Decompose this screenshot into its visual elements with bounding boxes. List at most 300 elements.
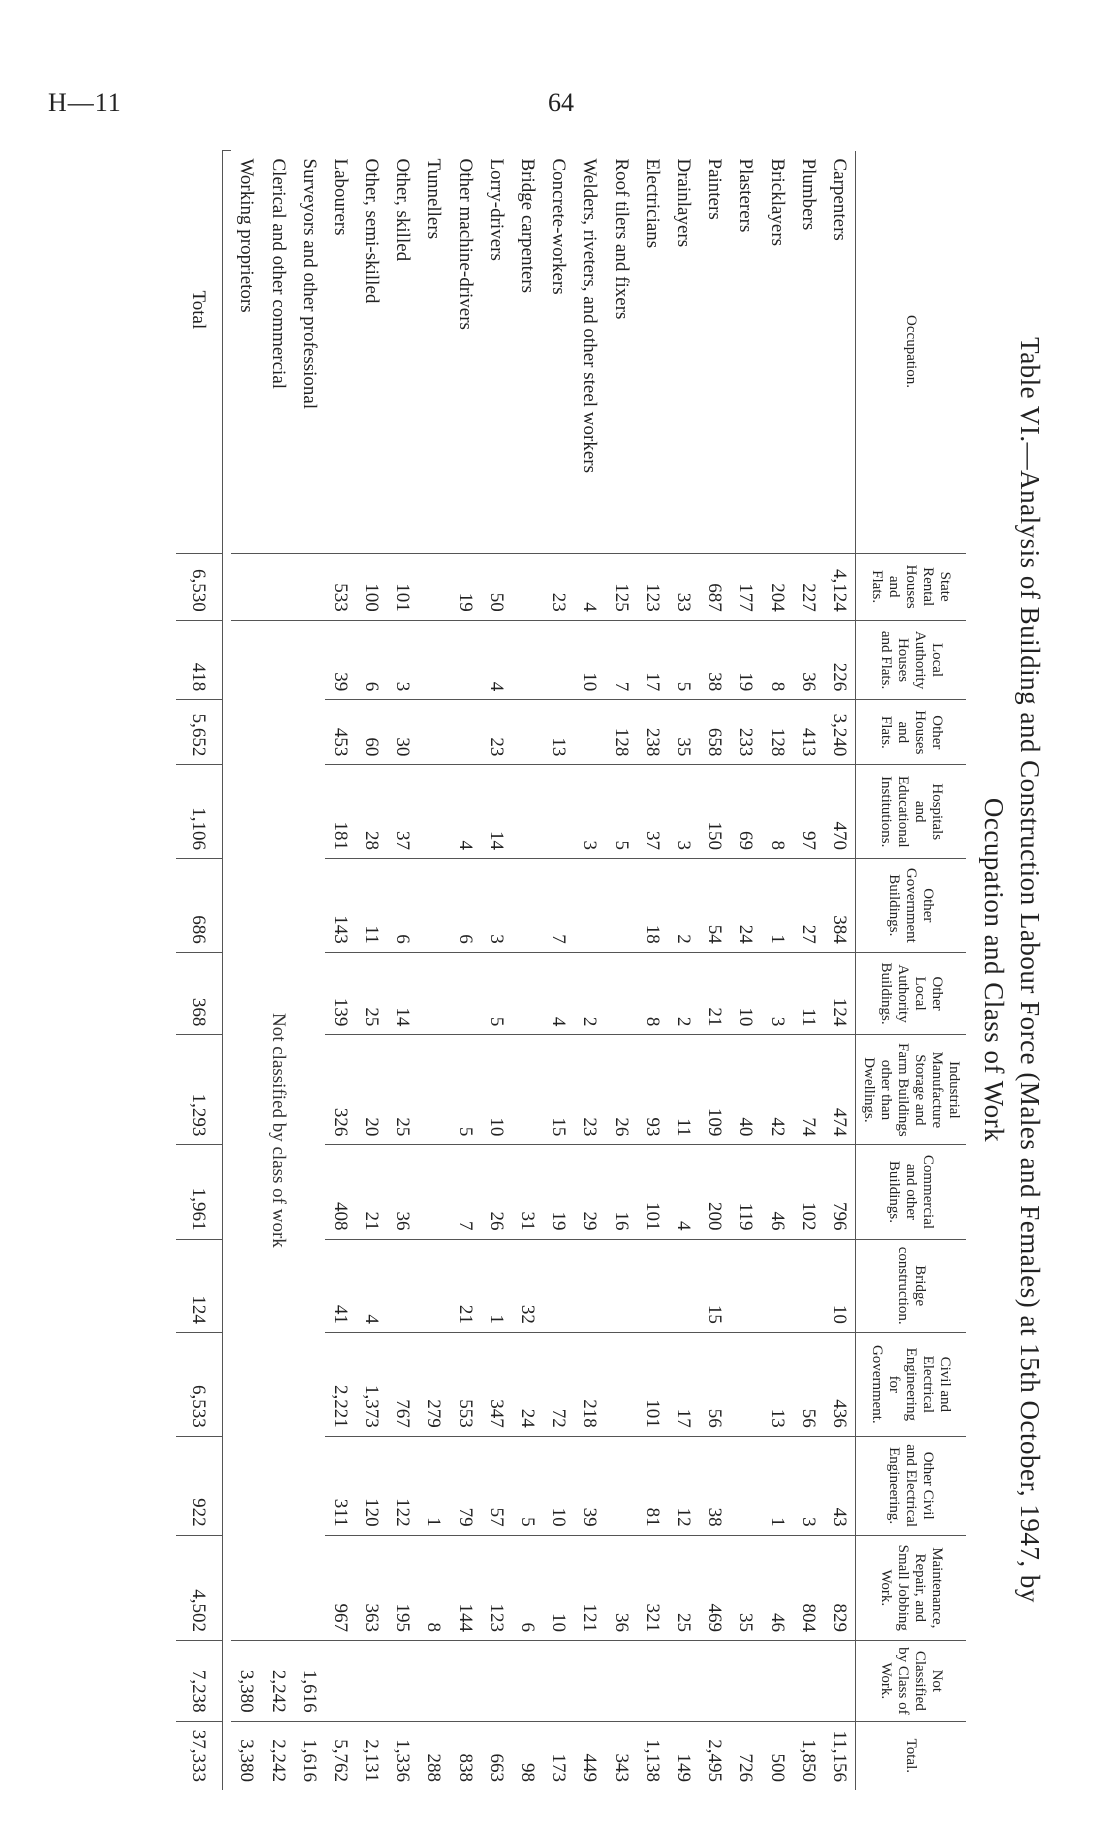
- value-cell: 122: [387, 1436, 418, 1535]
- value-cell: 4: [543, 952, 574, 1035]
- value-cell: [824, 1641, 856, 1722]
- value-cell: 125: [605, 553, 636, 620]
- value-cell: 1,336: [387, 1721, 418, 1790]
- value-cell: 470: [824, 765, 856, 859]
- value-cell: 15: [543, 1035, 574, 1145]
- value-cell: 17: [668, 1332, 699, 1436]
- value-cell: [574, 1641, 605, 1722]
- value-cell: 31: [512, 1145, 543, 1239]
- value-cell: 15: [699, 1239, 730, 1332]
- column-header: Occupation.: [856, 151, 967, 554]
- value-cell: 124: [824, 952, 856, 1035]
- value-cell: 321: [636, 1535, 667, 1640]
- value-cell: 14: [387, 952, 418, 1035]
- occupation-cell: Carpenters: [829, 158, 851, 241]
- value-cell: [418, 765, 449, 859]
- value-cell: 46: [761, 1145, 792, 1239]
- table-row: [730, 151, 761, 1791]
- value-cell: [636, 1239, 667, 1332]
- total-value-cell: 6,530: [176, 553, 223, 620]
- value-cell: [449, 952, 480, 1035]
- value-cell: [699, 1641, 730, 1722]
- total-value-cell: 7,238: [176, 1641, 223, 1722]
- value-cell: 233: [730, 700, 761, 765]
- value-cell: 173: [543, 1721, 574, 1790]
- value-cell: [418, 1035, 449, 1145]
- value-cell: [543, 1641, 574, 1722]
- table-row: [325, 151, 356, 1791]
- value-cell: 20: [356, 1035, 387, 1145]
- value-cell: 967: [325, 1535, 356, 1640]
- value-cell: 23: [543, 553, 574, 620]
- value-cell: 102: [792, 1145, 823, 1239]
- value-cell: 10: [574, 620, 605, 699]
- value-cell: 36: [605, 1535, 636, 1640]
- value-cell: 35: [730, 1535, 761, 1640]
- spacer-cell: [223, 151, 232, 1791]
- value-cell: 5: [449, 1035, 480, 1145]
- value-cell: 101: [636, 1332, 667, 1436]
- not-classified-note: Not classified by class of work: [231, 620, 325, 1640]
- total-value-cell: 1,106: [176, 765, 223, 859]
- occupation-cell: Bridge carpenters: [517, 158, 539, 294]
- value-cell: 181: [325, 765, 356, 859]
- occupation-cell: Working proprietors: [236, 158, 258, 313]
- value-cell: 453: [325, 700, 356, 765]
- value-cell: 2: [668, 858, 699, 952]
- value-cell: 144: [449, 1535, 480, 1640]
- table-row: [668, 151, 699, 1791]
- total-value-cell: 368: [176, 952, 223, 1035]
- value-cell: 119: [730, 1145, 761, 1239]
- column-header: Hospitals and Educational Institutions.: [856, 765, 967, 859]
- value-cell: 1,138: [636, 1721, 667, 1790]
- value-cell: [418, 700, 449, 765]
- column-header: State Rental Houses and Flats.: [856, 553, 967, 620]
- value-cell: 3: [668, 765, 699, 859]
- value-cell: 16: [605, 1145, 636, 1239]
- value-cell: 3: [387, 620, 418, 699]
- value-cell: 25: [387, 1035, 418, 1145]
- value-cell: 553: [449, 1332, 480, 1436]
- occupation-cell: Bricklayers: [766, 158, 788, 247]
- value-cell: 3: [792, 1436, 823, 1535]
- value-cell: [418, 858, 449, 952]
- value-cell: 10: [730, 952, 761, 1035]
- table-header-row: [856, 151, 967, 1791]
- value-cell: 109: [699, 1035, 730, 1145]
- value-cell: 326: [325, 1035, 356, 1145]
- value-cell: [418, 620, 449, 699]
- value-cell: [418, 1145, 449, 1239]
- value-cell: 54: [699, 858, 730, 952]
- value-cell: 6: [387, 858, 418, 952]
- total-value-cell: 5,652: [176, 700, 223, 765]
- value-cell: 37: [387, 765, 418, 859]
- value-cell: 796: [824, 1145, 856, 1239]
- value-cell: 226: [824, 620, 856, 699]
- value-cell: [512, 858, 543, 952]
- value-cell: 93: [636, 1035, 667, 1145]
- value-cell: [761, 1641, 792, 1722]
- occupation-cell: Lorry-drivers: [485, 158, 507, 261]
- value-cell: 658: [699, 700, 730, 765]
- value-cell: 413: [792, 700, 823, 765]
- value-cell: 11: [668, 1035, 699, 1145]
- value-cell: 8: [761, 765, 792, 859]
- value-cell: [668, 1239, 699, 1332]
- value-cell: [418, 1641, 449, 1722]
- table-row: [449, 151, 480, 1791]
- value-cell: 25: [668, 1535, 699, 1640]
- occupation-cell: Clerical and other commercial: [267, 158, 289, 390]
- page-number: 64: [548, 88, 574, 117]
- value-cell: [449, 1641, 480, 1722]
- value-cell: 279: [418, 1332, 449, 1436]
- value-cell: 4: [668, 1145, 699, 1239]
- value-cell: 18: [636, 858, 667, 952]
- value-cell: 1: [761, 1436, 792, 1535]
- value-cell: 500: [761, 1721, 792, 1790]
- occupation-cell: Other, skilled: [392, 158, 414, 262]
- value-cell: 46: [761, 1535, 792, 1640]
- value-cell: 1,373: [356, 1332, 387, 1436]
- value-cell: 42: [761, 1035, 792, 1145]
- value-cell: [761, 1239, 792, 1332]
- value-cell: [512, 1035, 543, 1145]
- value-cell: 363: [356, 1535, 387, 1640]
- column-header: Civil and Electrical Engineering for Government.: [856, 1332, 967, 1436]
- occupation-cell: Other machine-drivers: [454, 158, 476, 330]
- occupation-cell: Plasterers: [735, 158, 757, 233]
- value-cell: 1,850: [792, 1721, 823, 1790]
- value-cell: 2: [668, 952, 699, 1035]
- occupation-cell: Concrete-workers: [548, 158, 570, 295]
- value-cell: [512, 553, 543, 620]
- value-cell: [543, 765, 574, 859]
- total-value-cell: 37,333: [176, 1721, 223, 1790]
- value-cell: 27: [792, 858, 823, 952]
- value-cell: 3: [574, 765, 605, 859]
- value-cell: 5,762: [325, 1721, 356, 1790]
- value-cell: 24: [512, 1332, 543, 1436]
- value-cell: 311: [325, 1436, 356, 1535]
- value-cell: 149: [668, 1721, 699, 1790]
- value-cell: [605, 1436, 636, 1535]
- value-cell: [512, 1641, 543, 1722]
- value-cell: 4: [449, 765, 480, 859]
- value-cell: 123: [481, 1535, 512, 1640]
- value-cell: 3: [481, 858, 512, 952]
- value-cell: [792, 1641, 823, 1722]
- value-cell: [605, 952, 636, 1035]
- spacer-row: [223, 151, 232, 1791]
- value-cell: 139: [325, 952, 356, 1035]
- value-cell: 2,495: [699, 1721, 730, 1790]
- value-cell: [512, 700, 543, 765]
- value-cell: 26: [605, 1035, 636, 1145]
- value-cell: [356, 1641, 387, 1722]
- occupation-cell: Tunnellers: [423, 158, 445, 240]
- value-cell: 40: [730, 1035, 761, 1145]
- value-cell: 218: [574, 1332, 605, 1436]
- value-cell: 3,380: [231, 1721, 262, 1790]
- value-cell: 384: [824, 858, 856, 952]
- value-cell: 56: [792, 1332, 823, 1436]
- column-header: Commercial and other Buildings.: [856, 1145, 967, 1239]
- value-cell: 32: [512, 1239, 543, 1332]
- value-cell: 101: [636, 1145, 667, 1239]
- table-row: [356, 151, 387, 1791]
- value-cell: 4: [481, 620, 512, 699]
- value-cell: 4: [356, 1239, 387, 1332]
- value-cell: 838: [449, 1721, 480, 1790]
- value-cell: 28: [356, 765, 387, 859]
- value-cell: 1,616: [293, 1721, 324, 1790]
- value-cell: 7: [543, 858, 574, 952]
- value-cell: 23: [574, 1035, 605, 1145]
- value-cell: [605, 1332, 636, 1436]
- occupation-cell: Plumbers: [797, 158, 819, 231]
- value-cell: 195: [387, 1535, 418, 1640]
- value-cell: 12: [668, 1436, 699, 1535]
- value-cell: 26: [481, 1145, 512, 1239]
- occupation-cell: Electricians: [641, 158, 663, 249]
- total-label: Total: [176, 151, 223, 554]
- value-cell: 2,131: [356, 1721, 387, 1790]
- value-cell: 36: [792, 620, 823, 699]
- column-header: Local Authority Houses and Flats.: [856, 620, 967, 699]
- total-value-cell: 922: [176, 1436, 223, 1535]
- table-row: [387, 151, 418, 1791]
- value-cell: [730, 1332, 761, 1436]
- value-cell: 98: [512, 1721, 543, 1790]
- value-cell: 36: [387, 1145, 418, 1239]
- table-row: [605, 151, 636, 1791]
- value-cell: 204: [761, 553, 792, 620]
- value-cell: 3: [761, 952, 792, 1035]
- value-cell: 74: [792, 1035, 823, 1145]
- value-cell: 5: [605, 765, 636, 859]
- value-cell: [543, 620, 574, 699]
- value-cell: 10: [824, 1239, 856, 1332]
- occupation-cell: Drainlayers: [673, 158, 694, 248]
- value-cell: 13: [761, 1332, 792, 1436]
- value-cell: [293, 553, 324, 620]
- value-cell: 30: [387, 700, 418, 765]
- value-cell: [512, 765, 543, 859]
- value-cell: 533: [325, 553, 356, 620]
- value-cell: 6: [512, 1535, 543, 1640]
- value-cell: 474: [824, 1035, 856, 1145]
- occupation-cell: Painters: [704, 158, 726, 220]
- value-cell: 2: [574, 952, 605, 1035]
- table-row: [761, 151, 792, 1791]
- total-value-cell: 6,533: [176, 1332, 223, 1436]
- value-cell: 13: [543, 700, 574, 765]
- table-row: [574, 151, 605, 1791]
- value-cell: 288: [418, 1721, 449, 1790]
- value-cell: 17: [636, 620, 667, 699]
- value-cell: 97: [792, 765, 823, 859]
- value-cell: 4,124: [824, 553, 856, 620]
- value-cell: 8: [761, 620, 792, 699]
- value-cell: 29: [574, 1145, 605, 1239]
- column-header: Other Government Buildings.: [856, 858, 967, 952]
- value-cell: [512, 620, 543, 699]
- value-cell: 7: [605, 620, 636, 699]
- value-cell: 436: [824, 1332, 856, 1436]
- value-cell: 101: [387, 553, 418, 620]
- value-cell: 128: [761, 700, 792, 765]
- value-cell: 21: [356, 1145, 387, 1239]
- value-cell: 6: [449, 858, 480, 952]
- occupation-cell: Labourers: [329, 158, 351, 236]
- value-cell: 238: [636, 700, 667, 765]
- value-cell: 10: [481, 1035, 512, 1145]
- value-cell: 56: [699, 1332, 730, 1436]
- value-cell: 10: [543, 1535, 574, 1640]
- value-cell: 19: [543, 1145, 574, 1239]
- column-header: Bridge construction.: [856, 1239, 967, 1332]
- value-cell: 21: [449, 1239, 480, 1332]
- table-row: [543, 151, 574, 1791]
- value-cell: 60: [356, 700, 387, 765]
- column-header: Industrial Manufacture Storage and Farm Buildings other than Dwellings.: [856, 1035, 967, 1145]
- value-cell: 2,242: [262, 1641, 293, 1722]
- value-cell: 35: [668, 700, 699, 765]
- value-cell: [605, 1239, 636, 1332]
- table-row: [636, 151, 667, 1791]
- value-cell: [387, 1641, 418, 1722]
- value-cell: 767: [387, 1332, 418, 1436]
- total-value-cell: 686: [176, 858, 223, 952]
- value-cell: 687: [699, 553, 730, 620]
- value-cell: 57: [481, 1436, 512, 1535]
- value-cell: [668, 1641, 699, 1722]
- value-cell: 1: [481, 1239, 512, 1332]
- rotated-table-container: [168, 150, 1048, 1790]
- value-cell: [605, 858, 636, 952]
- value-cell: 128: [605, 700, 636, 765]
- value-cell: [262, 553, 293, 620]
- column-header: Not Classified by Class of Work.: [856, 1641, 967, 1722]
- value-cell: [418, 952, 449, 1035]
- labour-force-table: [176, 150, 966, 1790]
- value-cell: 4: [574, 553, 605, 620]
- value-cell: 8: [418, 1535, 449, 1640]
- table-row: [824, 151, 856, 1791]
- value-cell: [574, 858, 605, 952]
- total-value-cell: 418: [176, 620, 223, 699]
- value-cell: 150: [699, 765, 730, 859]
- total-value-cell: 4,502: [176, 1535, 223, 1640]
- table-row: [792, 151, 823, 1791]
- value-cell: [418, 1239, 449, 1332]
- value-cell: 8: [636, 952, 667, 1035]
- value-cell: 5: [512, 1436, 543, 1535]
- table-row: [418, 151, 449, 1791]
- value-cell: 347: [481, 1332, 512, 1436]
- value-cell: [231, 553, 262, 620]
- total-value-cell: 124: [176, 1239, 223, 1332]
- value-cell: 11: [356, 858, 387, 952]
- occupation-cell: Other, semi-skilled: [361, 158, 383, 304]
- value-cell: [730, 1239, 761, 1332]
- occupation-cell: Roof tilers and fixers: [610, 158, 632, 320]
- value-cell: [605, 1641, 636, 1722]
- value-cell: 200: [699, 1145, 730, 1239]
- value-cell: 69: [730, 765, 761, 859]
- value-cell: 7: [449, 1145, 480, 1239]
- value-cell: 5: [481, 952, 512, 1035]
- value-cell: 43: [824, 1436, 856, 1535]
- value-cell: 14: [481, 765, 512, 859]
- occupation-cell: Welders, riveters, and other steel workers: [579, 158, 601, 473]
- value-cell: 50: [481, 553, 512, 620]
- column-header: Other Civil and Electrical Engineering.: [856, 1436, 967, 1535]
- value-cell: 6: [356, 620, 387, 699]
- value-cell: 100: [356, 553, 387, 620]
- value-cell: 2,242: [262, 1721, 293, 1790]
- value-cell: [792, 1239, 823, 1332]
- column-header: Other Local Authority Buildings.: [856, 952, 967, 1035]
- total-value-cell: 1,293: [176, 1035, 223, 1145]
- value-cell: 3,240: [824, 700, 856, 765]
- value-cell: 449: [574, 1721, 605, 1790]
- value-cell: [574, 700, 605, 765]
- value-cell: [636, 1641, 667, 1722]
- value-cell: 11,156: [824, 1721, 856, 1790]
- table-row: [481, 151, 512, 1791]
- value-cell: 10: [543, 1436, 574, 1535]
- value-cell: 829: [824, 1535, 856, 1640]
- value-cell: [512, 952, 543, 1035]
- value-cell: 23: [481, 700, 512, 765]
- table-title-line-1: Table VI.—Analysis of Building and Construction Labour Force (Males and Females) at 15th October, 1947, by: [1015, 337, 1045, 1603]
- value-cell: 41: [325, 1239, 356, 1332]
- value-cell: 38: [699, 1436, 730, 1535]
- value-cell: 1: [761, 858, 792, 952]
- column-header: Total.: [856, 1721, 967, 1790]
- value-cell: 19: [730, 620, 761, 699]
- value-cell: [730, 1641, 761, 1722]
- value-cell: 79: [449, 1436, 480, 1535]
- total-row: [176, 151, 223, 1791]
- value-cell: 123: [636, 553, 667, 620]
- value-cell: 2,221: [325, 1332, 356, 1436]
- value-cell: 1,616: [293, 1641, 324, 1722]
- table-row: [512, 151, 543, 1791]
- value-cell: 72: [543, 1332, 574, 1436]
- value-cell: 143: [325, 858, 356, 952]
- value-cell: 3,380: [231, 1641, 262, 1722]
- value-cell: 177: [730, 553, 761, 620]
- value-cell: 663: [481, 1721, 512, 1790]
- value-cell: 25: [356, 952, 387, 1035]
- value-cell: 39: [325, 620, 356, 699]
- value-cell: 804: [792, 1535, 823, 1640]
- value-cell: [387, 1239, 418, 1332]
- value-cell: 37: [636, 765, 667, 859]
- value-cell: 5: [668, 620, 699, 699]
- value-cell: 121: [574, 1535, 605, 1640]
- value-cell: 469: [699, 1535, 730, 1640]
- value-cell: [481, 1641, 512, 1722]
- value-cell: [325, 1641, 356, 1722]
- value-cell: 120: [356, 1436, 387, 1535]
- value-cell: 227: [792, 553, 823, 620]
